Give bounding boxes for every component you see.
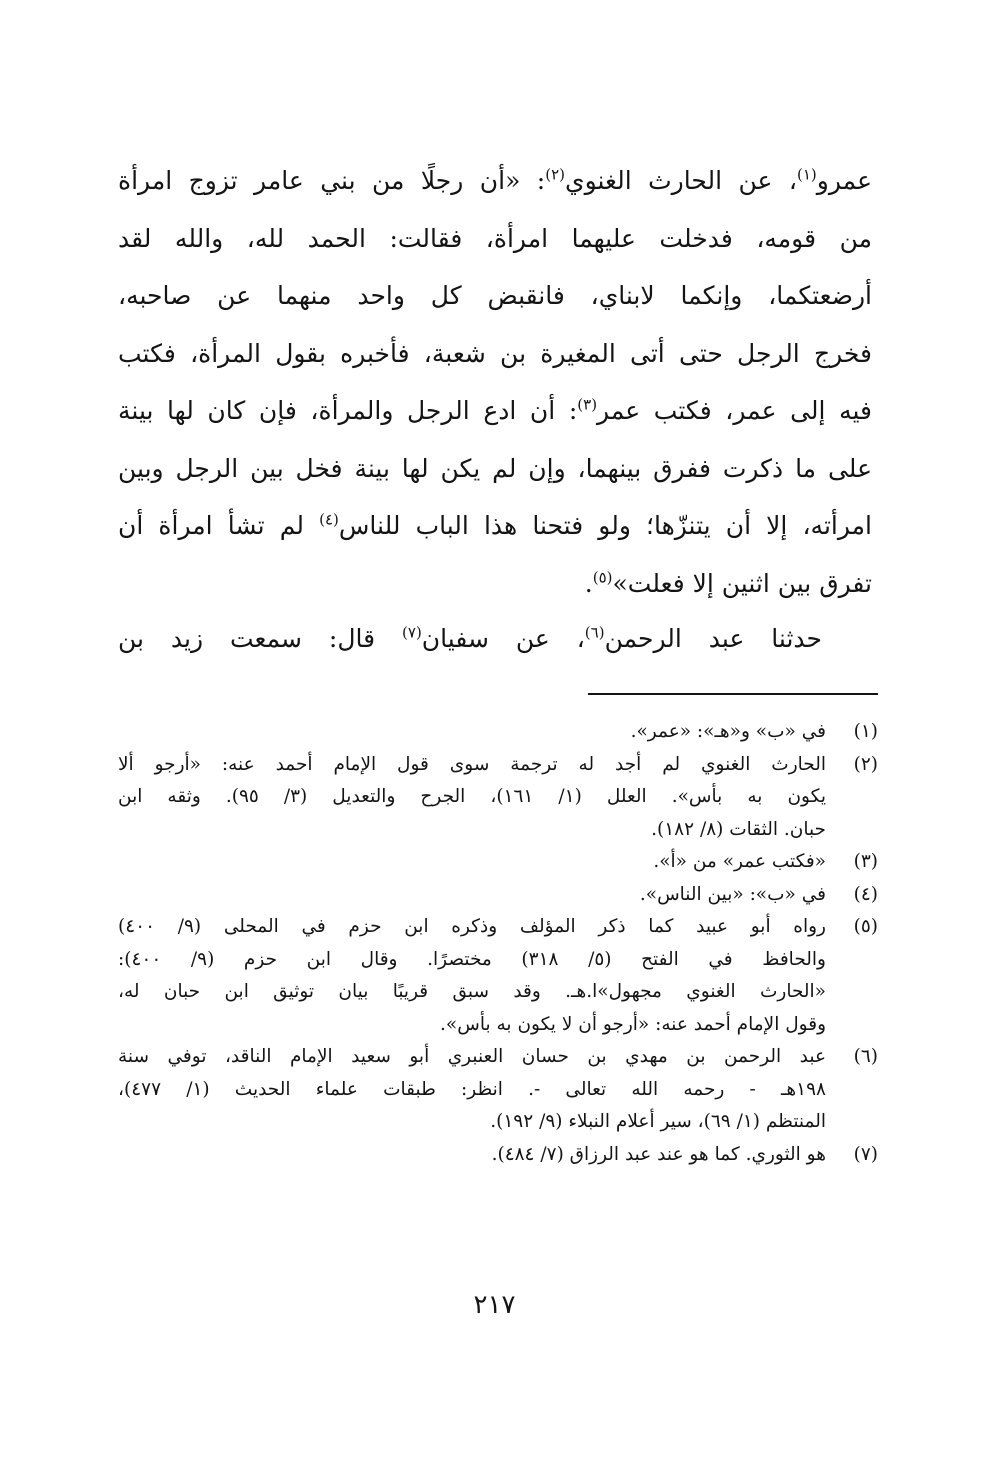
- main-text-block: [118, 152, 872, 612]
- footnote-number: (٣): [853, 851, 878, 872]
- footnote-ref: (٥): [592, 568, 613, 587]
- footnote-ref: (٣): [577, 395, 598, 414]
- footnote-number: (٤): [853, 883, 878, 905]
- footnote-line: الحارث الغنوي لم أجد له ترجمة سوى قول الإمام أحمد عنه: «أرجو ألا: [118, 753, 826, 775]
- footnote: [118, 749, 878, 847]
- footnote-line: ١٩٨هـ - رحمه الله تعالى -. انظر: طبقات علماء الحديث (١/ ٤٧٧)،: [118, 1078, 826, 1100]
- second-paragraph: [118, 610, 822, 668]
- footnote-ref: (٢): [545, 165, 566, 184]
- text-run: حدثنا عبد الرحمن: [604, 624, 822, 653]
- text-run: فيه إلى عمر، فكتب عمر: [597, 396, 872, 425]
- footnote-line: في «ب» و«هـ»: «عمر».: [630, 721, 826, 742]
- footnote-number: (٧): [853, 1143, 878, 1165]
- footnote-separator: [588, 693, 878, 695]
- footnote: [118, 879, 878, 912]
- main-line: [118, 267, 872, 325]
- main-line: [118, 152, 872, 210]
- footnote: [118, 1041, 878, 1139]
- footnote: [118, 716, 878, 749]
- footnote-line: «فكتب عمر» من «أ».: [653, 851, 826, 872]
- footnote-line: «الحارث الغنوي مجهول»ا.هـ. وقد سبق قريبًا بيان توثيق ابن حبان له،: [118, 981, 826, 1002]
- footnote-number: (١): [853, 721, 878, 742]
- text-run: ، عن سفيان: [421, 624, 585, 653]
- footnote-line: المنتظم (١/ ٦٩)، سير أعلام النبلاء (٩/ ١٩٢).: [490, 1111, 826, 1132]
- text-run: ، عن الحارث الغنوي: [565, 166, 797, 195]
- main-line: [118, 382, 872, 440]
- main-line: [118, 440, 872, 498]
- main-line: [118, 610, 822, 668]
- footnote-line: رواه أبو عبيد كما ذكر المؤلف وذكره ابن حزم في المحلى (٩/ ٤٠٠): [118, 916, 826, 937]
- footnote-ref: (٧): [402, 623, 422, 642]
- footnote-body: [118, 1041, 826, 1139]
- main-line: [118, 325, 872, 383]
- text-run: عمرو: [816, 166, 872, 195]
- footnote-number: (٥): [853, 916, 878, 937]
- main-line: [118, 497, 872, 555]
- text-run: قال: سمعت زيد بن: [118, 624, 403, 653]
- footnote-ref: (١): [796, 165, 817, 184]
- text-run: امرأته، إلا أن يتنزّها؛ ولو فتحنا هذا الباب للناس: [338, 511, 872, 540]
- footnote-line: يكون به بأس». العلل (١/ ١٦١)، الجرح والتعديل (٣/ ٩٥). وثقه ابن: [118, 786, 826, 807]
- footnote-number: (٢): [853, 753, 878, 775]
- text-run: .: [584, 568, 593, 598]
- footnote-line: هو الثوري. كما هو عند عبد الرزاق (٧/ ٤٨٤).: [491, 1143, 826, 1165]
- footnote-line: وقول الإمام أحمد عنه: «أرجو أن لا يكون به بأس».: [440, 1013, 826, 1035]
- footnote-body: [118, 879, 826, 912]
- page-number: ٢١٧: [473, 1290, 516, 1320]
- text-run: : أن ادع الرجل والمرأة، فإن كان لها بينة: [118, 396, 578, 425]
- text-run: من قومه، فدخلت عليهما امرأة، فقالت: الحمد لله، والله لقد: [118, 223, 872, 253]
- footnote-body: [118, 716, 826, 749]
- footnote-body: [118, 846, 826, 879]
- footnote: [118, 1139, 878, 1172]
- footnote-ref: (٦): [584, 623, 605, 642]
- footnote-body: [118, 1139, 826, 1172]
- footnote: [118, 846, 878, 879]
- text-run: فخرج الرجل حتى أتى المغيرة بن شعبة، فأخبره بقول المرأة، فكتب: [118, 338, 872, 368]
- main-line: [118, 555, 872, 613]
- footnote-line: والحافظ في الفتح (٥/ ٣١٨) مختصرًا. وقال ابن حزم (٩/ ٤٠٠):: [118, 948, 826, 970]
- text-run: على ما ذكرت ففرق بينهما، وإن لم يكن لها بينة فخل بين الرجل وبين: [118, 453, 872, 483]
- footnote-line: في «ب»: «بين الناس».: [639, 883, 826, 905]
- footnote-number: (٦): [853, 1046, 878, 1067]
- footnote: [118, 911, 878, 1041]
- text-run: لم تشأ امرأة أن: [118, 511, 320, 540]
- footnote-body: [118, 911, 826, 1041]
- text-run: : «أن رجلًا من بني عامر تزوج امرأة: [118, 166, 546, 195]
- footnote-body: [118, 749, 826, 847]
- text-run: تفرق بين اثنين إلا فعلت»: [612, 568, 872, 598]
- footnote-line: عبد الرحمن بن مهدي بن حسان العنبري أبو سعيد الإمام الناقد، توفي سنة: [118, 1046, 826, 1067]
- footnote-ref: (٤): [319, 510, 339, 529]
- footnotes: [118, 716, 878, 1171]
- text-run: أرضعتكما، وإنكما لابناي، فانقبض كل واحد منهما عن صاحبه،: [118, 281, 872, 310]
- main-line: [118, 210, 872, 268]
- footnote-line: حبان. الثقات (٨/ ١٨٢).: [651, 818, 826, 840]
